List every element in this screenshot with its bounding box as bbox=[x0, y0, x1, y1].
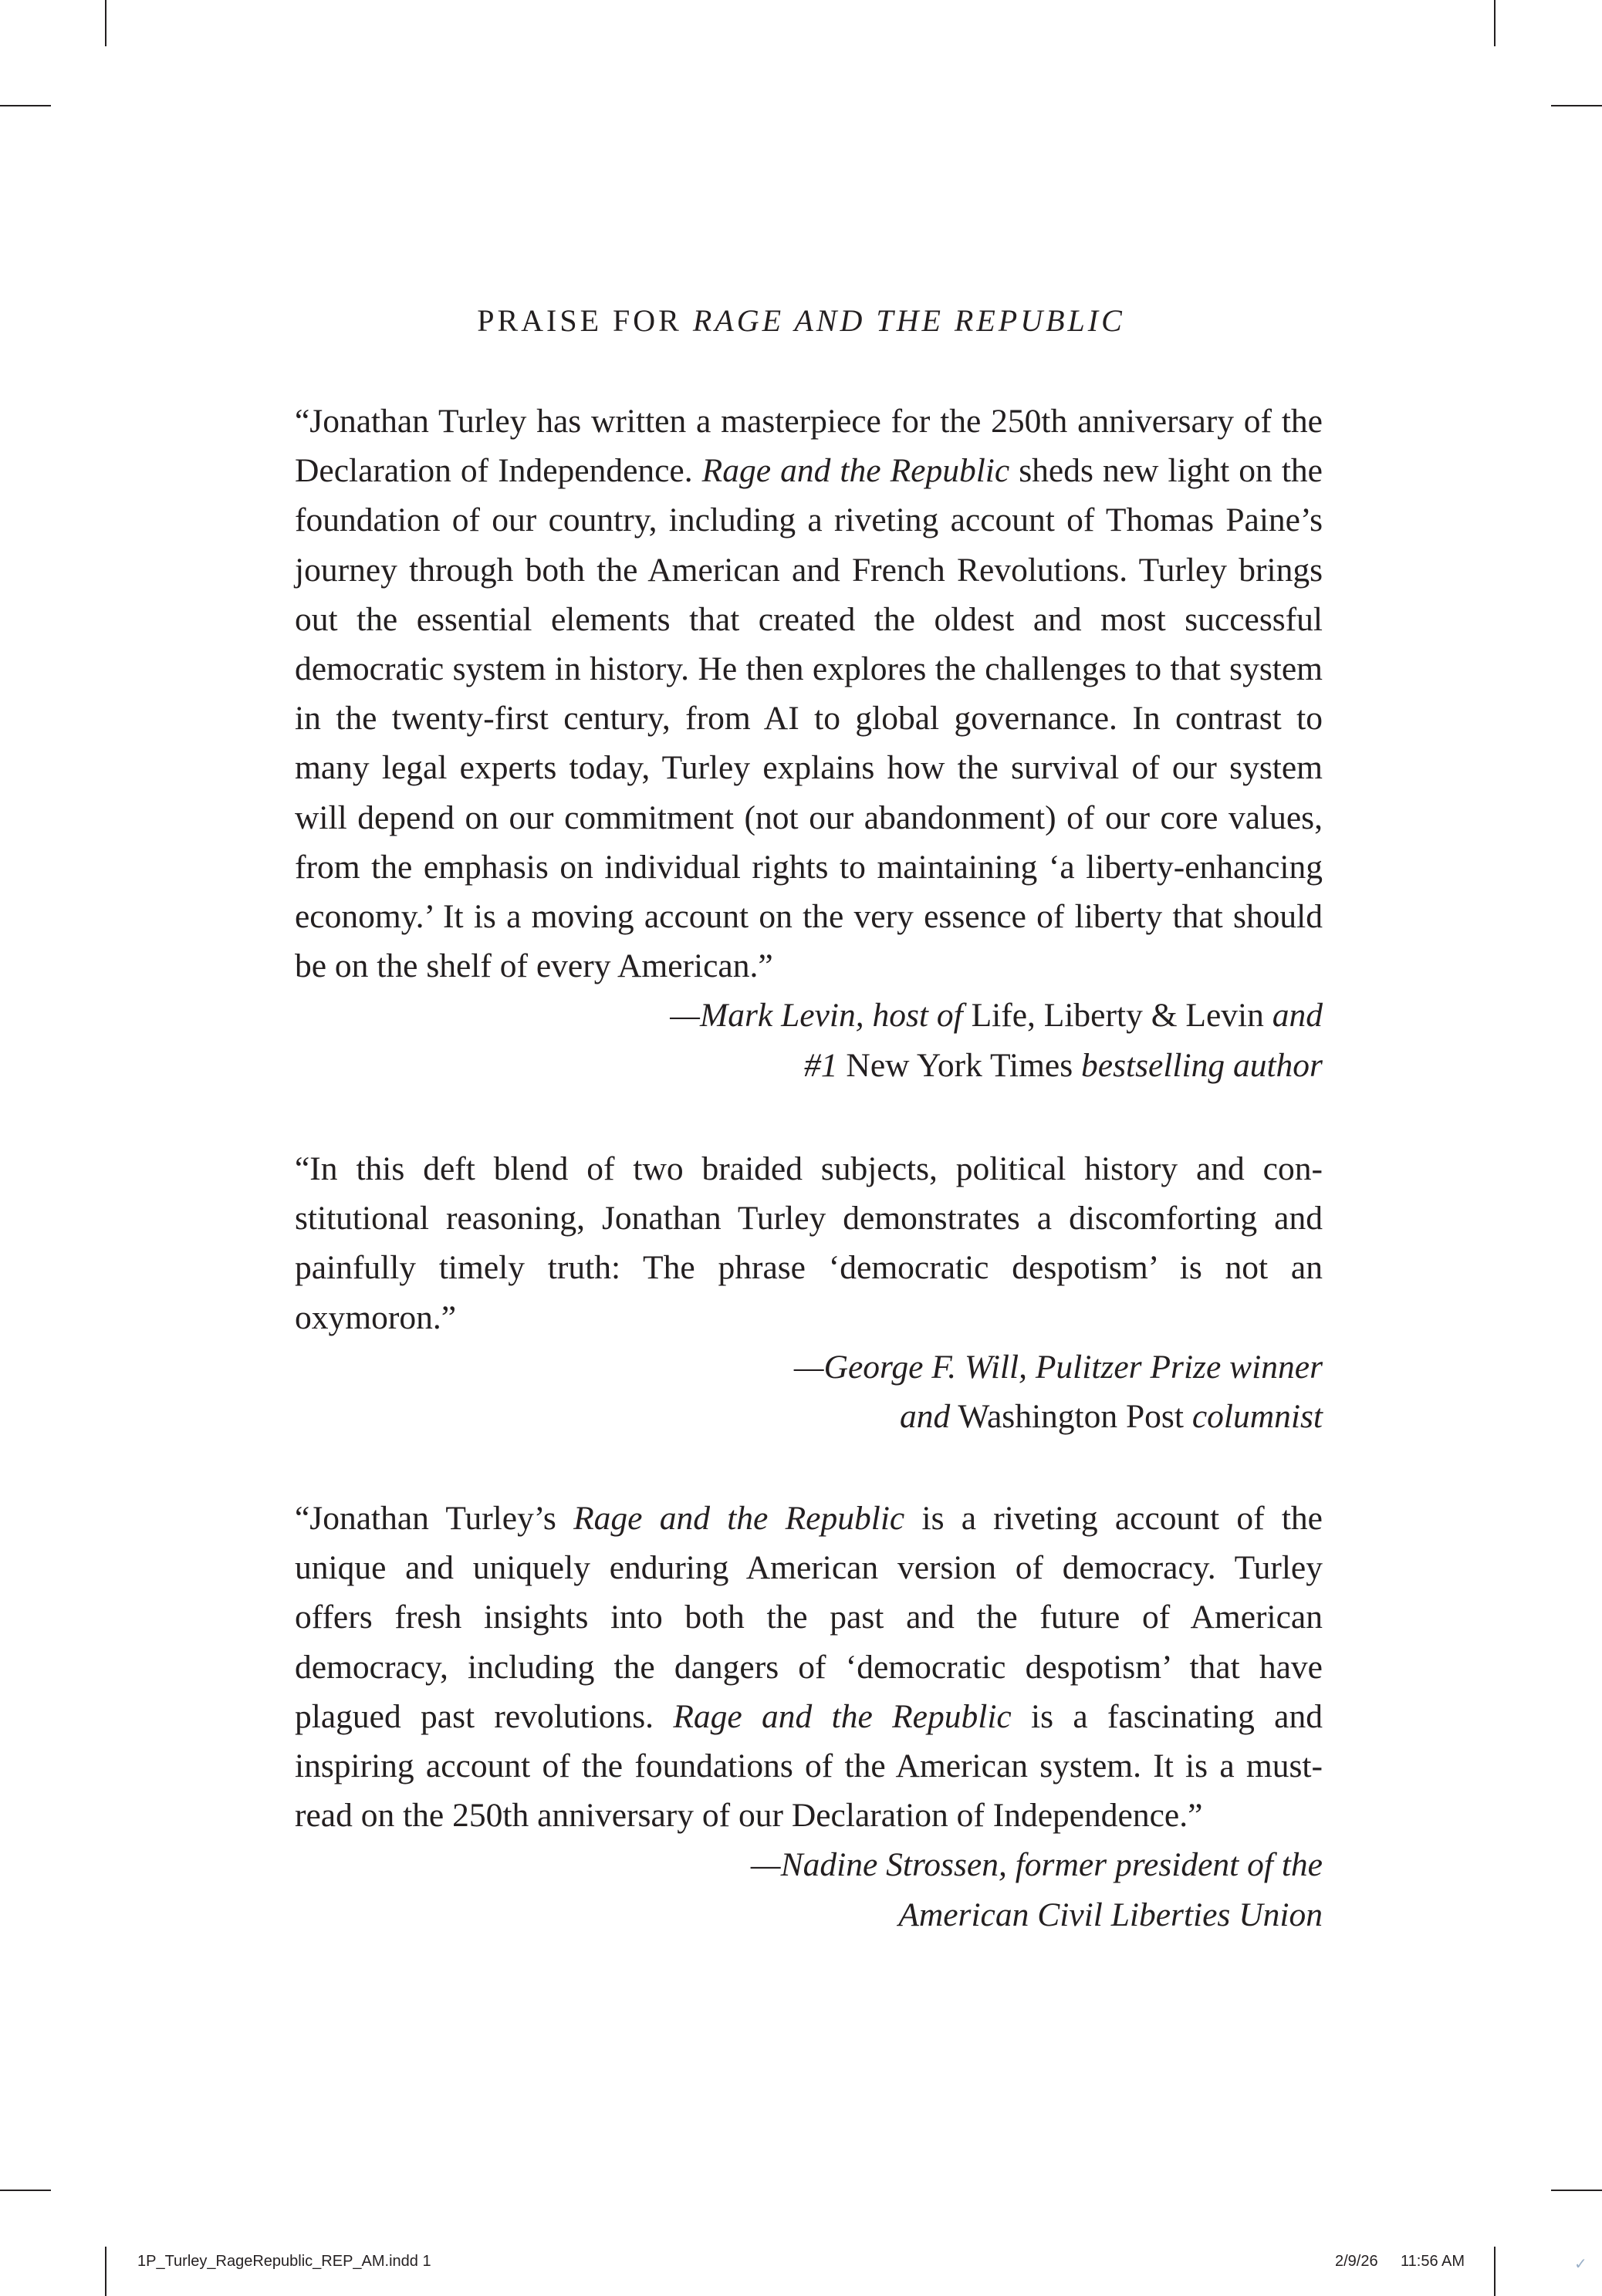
crop-mark-top-left bbox=[105, 0, 106, 46]
text-run: “Jonathan Turley has written a masterpiece for the 250th anniversary of the Declaration of Independence. bbox=[295, 403, 1323, 490]
italic-run: Rage and the Republic bbox=[701, 452, 1010, 490]
italic-run: —Nadine Strossen, former president of the bbox=[750, 1846, 1323, 1884]
crop-mark-right-bottom bbox=[1551, 2190, 1602, 2191]
attribution-line bbox=[295, 1392, 1323, 1441]
crop-mark-bottom-left bbox=[105, 2247, 106, 2296]
text-run: New York Times bbox=[837, 1046, 1082, 1084]
praise-quote-2 bbox=[295, 1144, 1323, 1441]
attribution-line bbox=[295, 1342, 1323, 1392]
quote-text bbox=[295, 1144, 1323, 1342]
page-heading bbox=[0, 299, 1602, 343]
italic-run: #1 bbox=[804, 1046, 838, 1084]
crop-mark-left-top bbox=[0, 105, 51, 106]
quote-text bbox=[295, 397, 1323, 991]
italic-run: columnist bbox=[1191, 1398, 1323, 1436]
text-run: is a fascinating and inspiring account of the foundations of the American system. It is a must-read on the 250th anniversary of our Declaration of Independence.” bbox=[295, 1697, 1323, 1835]
slug-time: 11:56 AM bbox=[1401, 2253, 1465, 2270]
italic-run: —Mark Levin, host of bbox=[670, 997, 972, 1035]
text-run: “In this deft blend of two braided subjects, political history and constitutional reasoning, Jonathan Turley demonstrates a discomforting and painfully timely truth: The phrase ‘democratic despotism’ is not an oxymoron.” bbox=[295, 1150, 1323, 1336]
crop-mark-top-right bbox=[1494, 0, 1496, 46]
quote-attribution bbox=[295, 1342, 1323, 1441]
text-run: “Jonathan Turley’s bbox=[295, 1500, 574, 1537]
attribution-line bbox=[295, 1041, 1323, 1090]
quote-attribution bbox=[295, 991, 1323, 1089]
text-run: sheds new light on the foundation of our country, including a riveting account of Thomas Paine’s journey through both the American and French Revolutions. Turley brings out the essential elements that created the oldest and most successful democratic system in history. He then explores the challenges to that system in the twenty-first century, from AI to global governance. In contrast to many legal experts today, Turley explains how the survival of our system will depend on our commitment (not our abandonment) of our core values, from the emphasis on individual rights to maintaining ‘a liberty-enhancing economy.’ It is a moving account on the very essence of liberty that should be on the shelf of every American.” bbox=[295, 452, 1323, 985]
attribution-line bbox=[295, 1840, 1323, 1889]
praise-quote-1 bbox=[295, 397, 1323, 1090]
text-run: is a riveting account of the unique and uniquely enduring American version of democracy. Turley offers fresh insights into both the past and the future of American democracy, including the dangers of ‘democratic despotism’ that have plagued past revolutions. bbox=[295, 1500, 1323, 1735]
text-run: Life, Liberty & Levin bbox=[971, 997, 1264, 1035]
praise-quote-3 bbox=[295, 1494, 1323, 1940]
slug-date: 2/9/26 bbox=[1335, 2253, 1378, 2270]
heading-prefix: PRAISE FOR bbox=[477, 303, 693, 338]
attribution-line bbox=[295, 991, 1323, 1040]
quote-attribution bbox=[295, 1840, 1323, 1939]
italic-run: Rage and the Republic bbox=[673, 1697, 1012, 1735]
italic-run: and bbox=[900, 1398, 951, 1436]
heading-book-title: RAGE AND THE REPUBLIC bbox=[692, 303, 1125, 338]
italic-run: and bbox=[1263, 997, 1323, 1035]
quote-text bbox=[295, 1494, 1323, 1840]
italic-run: bestselling author bbox=[1081, 1046, 1323, 1084]
italic-run: —George F. Will, Pulitzer Prize winner bbox=[793, 1348, 1323, 1386]
corner-check-icon: ✓ bbox=[1574, 2254, 1587, 2273]
attribution-line bbox=[295, 1890, 1323, 1940]
italic-run: American Civil Liberties Union bbox=[898, 1896, 1323, 1933]
italic-run: Rage and the Republic bbox=[573, 1500, 905, 1537]
slug-filename: 1P_Turley_RageRepublic_REP_AM.indd 1 bbox=[137, 2253, 431, 2270]
text-run: Washington Post bbox=[950, 1398, 1192, 1436]
crop-mark-left-bottom bbox=[0, 2190, 51, 2191]
crop-mark-right-top bbox=[1551, 105, 1602, 106]
crop-mark-bottom-right bbox=[1494, 2247, 1496, 2296]
